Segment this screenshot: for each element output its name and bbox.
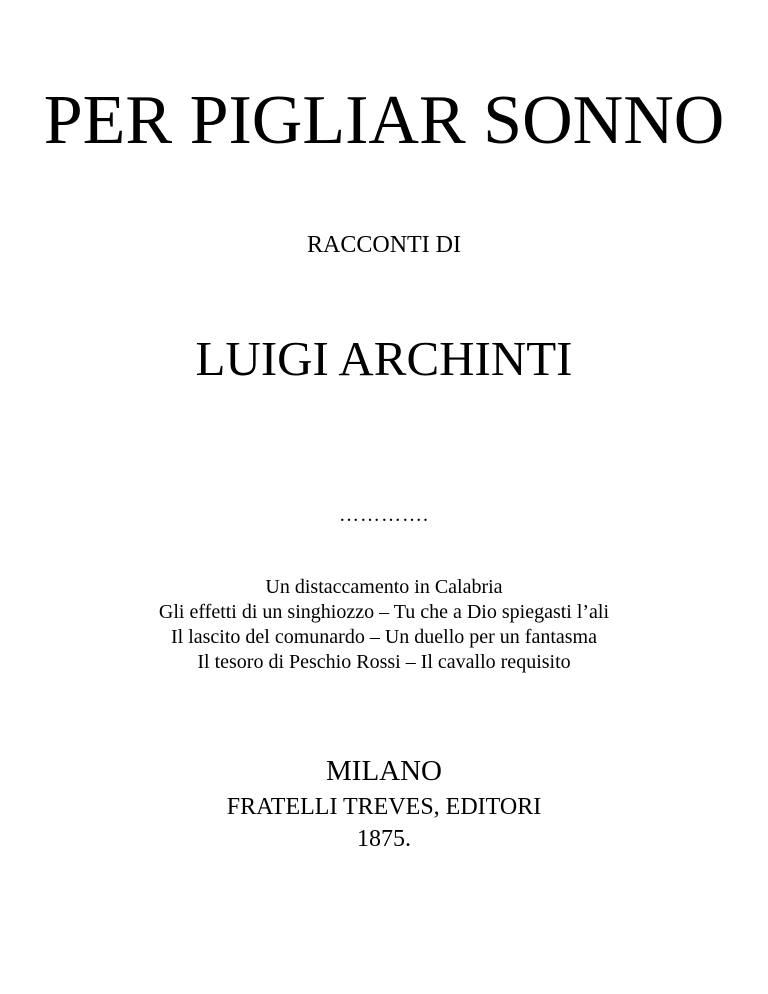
contents-line: Un distaccamento in Calabria [265, 576, 503, 598]
contents-line: Il lascito del comunardo – Un duello per un fantasma [171, 626, 597, 648]
book-title: PER PIGLIAR SONNO [43, 82, 725, 159]
imprint-publisher: FRATELLI TREVES, EDITORI [226, 794, 542, 820]
imprint-year: 1875. [357, 826, 411, 852]
imprint-city: MILANO [326, 755, 442, 787]
ellipsis-separator: …………. [339, 504, 429, 526]
subtitle: RACCONTI DI [307, 232, 461, 258]
contents-line: Gli effetti di un singhiozzo – Tu che a Dio spiegasti l’ali [158, 601, 610, 623]
author-name: LUIGI ARCHINTI [195, 331, 573, 386]
contents-list [0, 575, 768, 675]
contents-line: Il tesoro di Peschio Rossi – Il cavallo requisito [197, 651, 571, 673]
